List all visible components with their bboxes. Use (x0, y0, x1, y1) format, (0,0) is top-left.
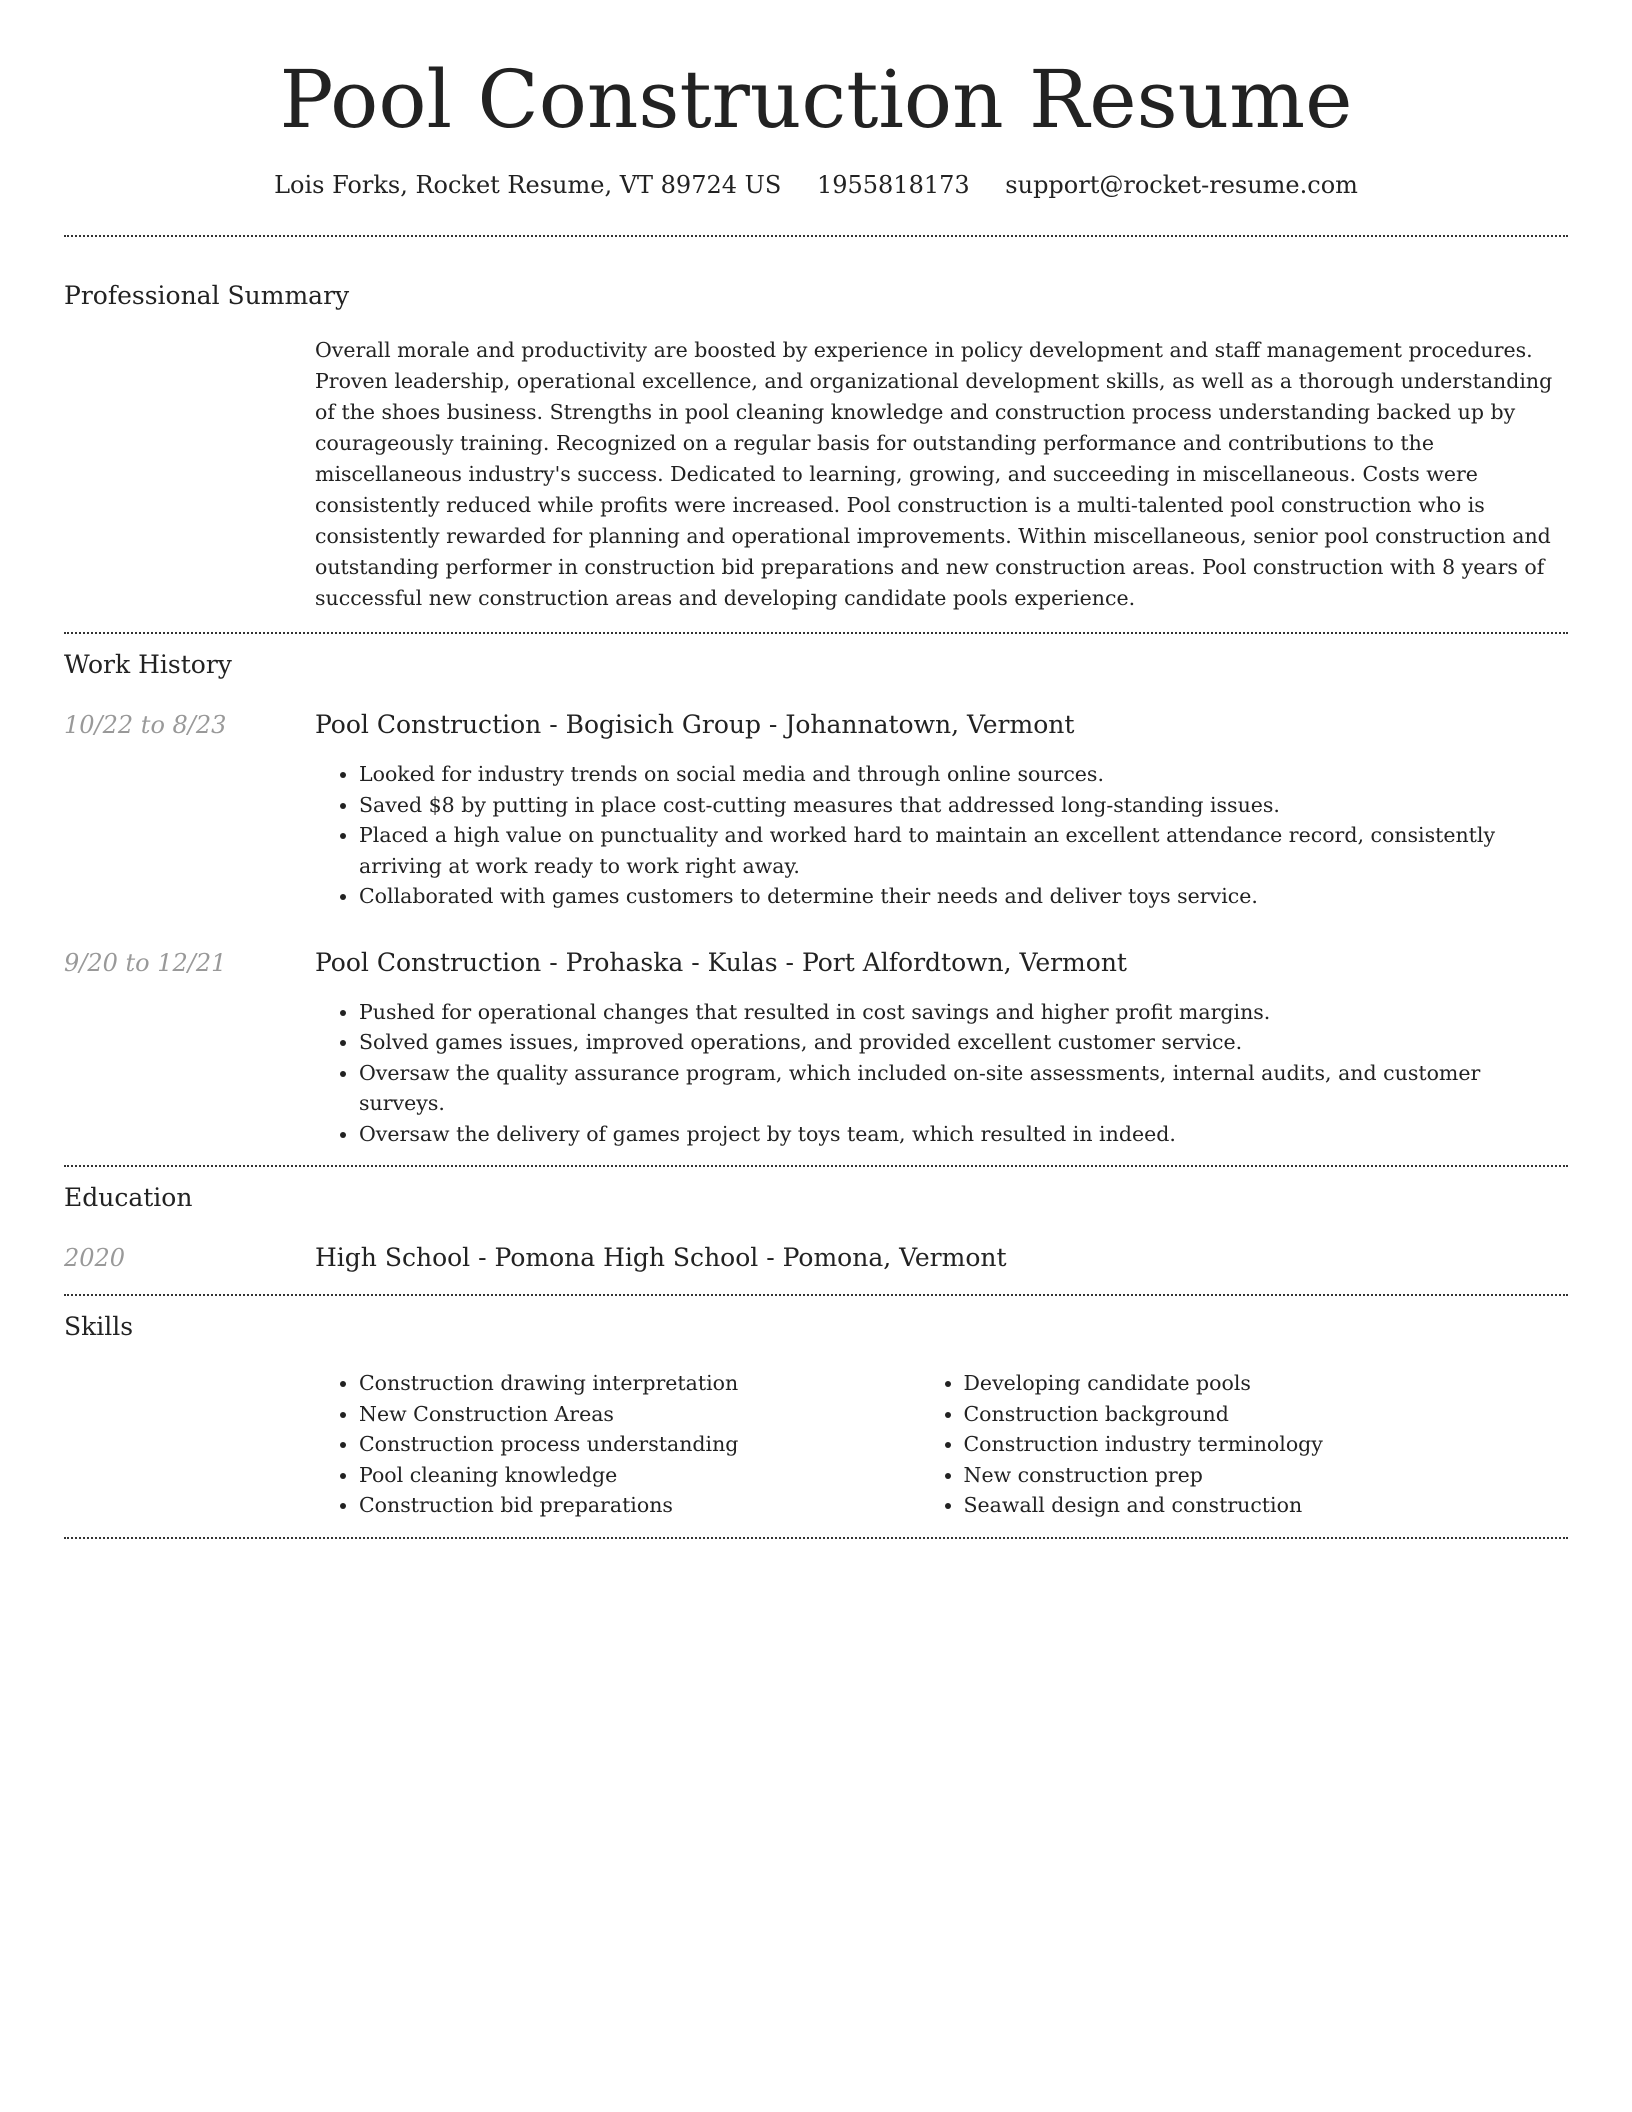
resume-page (64, 0, 1568, 1539)
list-item: • New Construction Areas (359, 1399, 964, 1430)
job-entry (64, 948, 1568, 1150)
education-year: 2020 (64, 1244, 126, 1273)
list-item: • Construction background (964, 1399, 1569, 1430)
list-item: • Solved games issues, improved operations, and provided excellent customer service. (359, 1027, 1568, 1058)
contact-line (64, 170, 1568, 201)
list-item: • Seawall design and construction (964, 1490, 1569, 1521)
list-item: • Looked for industry trends on social media and through online sources. (359, 759, 1568, 790)
list-item: • Construction bid preparations (359, 1490, 964, 1521)
divider (64, 235, 1568, 237)
list-item: • New construction prep (964, 1460, 1569, 1491)
list-item: • Collaborated with games customers to determine their needs and deliver toys service. (359, 881, 1568, 912)
skills-section (64, 1312, 1568, 1521)
resume-title: Pool Construction Resume (279, 53, 1353, 146)
list-item: • Construction process understanding (359, 1429, 964, 1460)
contact-address: Lois Forks, Rocket Resume, VT 89724 US (274, 171, 782, 199)
summary-section (64, 281, 1568, 614)
list-item: • Placed a high value on punctuality and worked hard to maintain an excellent attendance record, consistently arriving at work ready to work right away. (359, 820, 1568, 881)
job-title: Pool Construction - Bogisich Group - Johannatown, Vermont (315, 710, 1075, 740)
job-bullets (359, 997, 1568, 1150)
job-dates: 9/20 to 12/21 (64, 948, 227, 977)
summary-heading: Professional Summary (64, 281, 350, 311)
list-item: • Saved $8 by putting in place cost-cutting measures that addressed long-standing issues. (359, 790, 1568, 821)
skills-list-right (964, 1368, 1569, 1521)
list-item: • Construction industry terminology (964, 1429, 1569, 1460)
divider (64, 1537, 1568, 1539)
job-bullets (359, 759, 1568, 912)
divider (64, 1165, 1568, 1167)
skills-columns (359, 1368, 1568, 1521)
work-history-section (64, 650, 1568, 1149)
job-dates: 10/22 to 8/23 (64, 711, 227, 740)
contact-phone: 1955818173 (816, 171, 970, 199)
list-item: • Oversaw the delivery of games project by toys team, which resulted in indeed. (359, 1119, 1568, 1150)
skills-list-left (359, 1368, 964, 1521)
education-heading: Education (64, 1183, 193, 1213)
education-section (64, 1183, 1568, 1272)
list-item: • Pushed for operational changes that resulted in cost savings and higher profit margins. (359, 997, 1568, 1028)
list-item: • Developing candidate pools (964, 1368, 1569, 1399)
divider (64, 632, 1568, 634)
job-title: Pool Construction - Prohaska - Kulas - Port Alfordtown, Vermont (315, 947, 1127, 977)
list-item: • Construction drawing interpretation (359, 1368, 964, 1399)
list-item: • Oversaw the quality assurance program, which included on-site assessments, internal audits, and customer surveys. (359, 1058, 1568, 1119)
list-item: • Pool cleaning knowledge (359, 1460, 964, 1491)
education-entry: High School - Pomona High School - Pomona, Vermont (315, 1243, 1007, 1273)
job-entry (64, 710, 1568, 912)
divider (64, 1294, 1568, 1296)
work-history-heading: Work History (64, 650, 232, 680)
summary-text: Overall morale and productivity are boosted by experience in policy development and staff management procedures. Proven leadership, operational excellence, and organizational development skills, as well as a thorough understanding of the shoes business. Strengths in pool cleaning knowledge and construction process understanding backed up by courageously training. Recognized on a regular basis for outstanding performance and contributions to the miscellaneous industry's success. Dedicated to learning, growing, and succeeding in miscellaneous. Costs were consistently reduced while profits were increased. Pool construction is a multi-talented pool construction who is consistently rewarded for planning and operational improvements. Within miscellaneous, senior pool construction and outstanding performer in construction bid preparations and new construction areas. Pool construction with 8 years of successful new construction areas and developing candidate pools experience. (315, 338, 1553, 611)
contact-email: support@rocket-resume.com (1005, 171, 1358, 199)
skills-heading: Skills (64, 1312, 134, 1342)
